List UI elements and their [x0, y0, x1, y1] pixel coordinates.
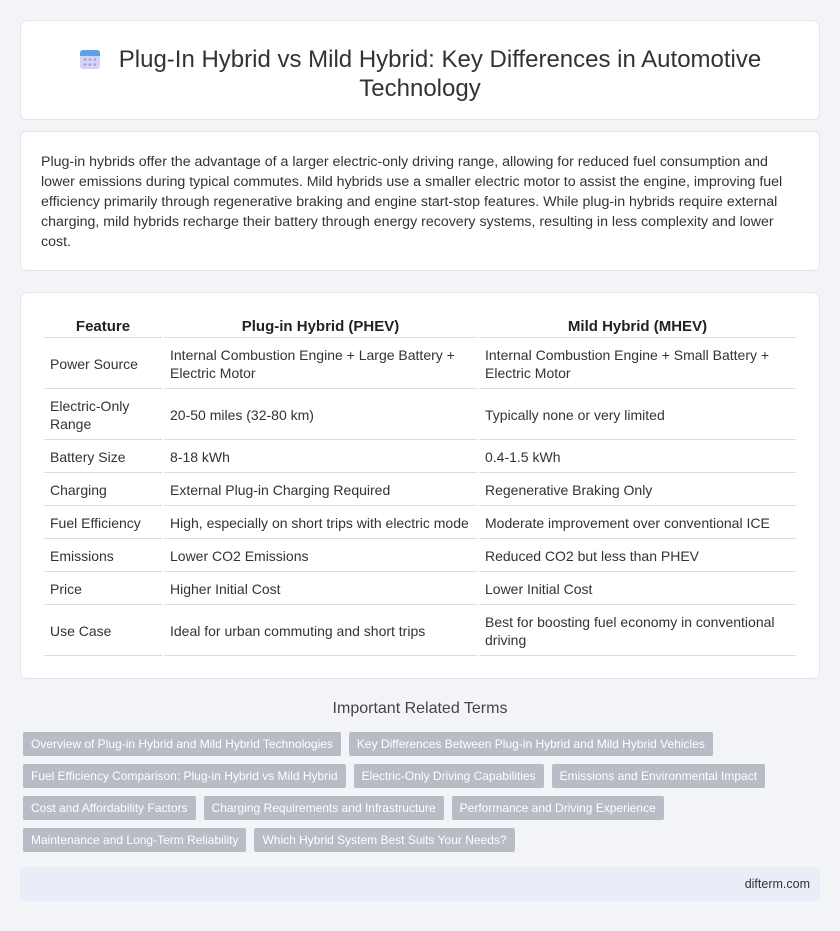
footer	[20, 867, 820, 901]
table-row	[44, 508, 796, 539]
table-cell-mhev: Typically none or very limited	[479, 391, 796, 440]
comparison-table	[42, 306, 798, 658]
table-cell-feature: Emissions	[44, 541, 162, 572]
table-cell-feature: Use Case	[44, 607, 162, 656]
intro-paragraph: Plug-in hybrids offer the advantage of a larger electric-only driving range, allowing for reduced fuel consumption and lower emissions during typical commutes. Mild hybrids use a smaller electric motor to assist the engine, improving fuel efficiency primarily through regenerative braking and engine start-stop features. While plug-in hybrids require external charging, mild hybrids recharge their battery through energy recovery systems, resulting in less complexity and lower cost.	[41, 154, 783, 250]
intro-card	[20, 131, 820, 271]
related-terms-list	[23, 732, 818, 852]
related-term-tag[interactable]: Charging Requirements and Infrastructure	[204, 796, 444, 820]
title-row	[21, 45, 819, 103]
table-header-row	[44, 308, 796, 338]
table-cell-phev: Lower CO2 Emissions	[164, 541, 477, 572]
table-cell-feature: Electric-Only Range	[44, 391, 162, 440]
calendar-icon	[79, 48, 101, 70]
table-cell-mhev: Regenerative Braking Only	[479, 475, 796, 506]
page-title: Plug-In Hybrid vs Mild Hybrid: Key Differences in Automotive Technology	[118, 46, 762, 102]
related-term-tag[interactable]: Which Hybrid System Best Suits Your Needs?	[254, 828, 514, 852]
title-card	[20, 20, 820, 120]
footer-site-link[interactable]: difterm.com	[744, 877, 810, 891]
table-row	[44, 442, 796, 473]
related-term-tag[interactable]: Maintenance and Long-Term Reliability	[23, 828, 246, 852]
table-cell-mhev: Best for boosting fuel economy in conventional driving	[479, 607, 796, 656]
table-cell-phev: External Plug-in Charging Required	[164, 475, 477, 506]
related-term-tag[interactable]: Fuel Efficiency Comparison: Plug-in Hybrid vs Mild Hybrid	[23, 764, 346, 788]
table-row	[44, 607, 796, 656]
header-feature: Feature	[44, 308, 162, 338]
table-cell-mhev: Internal Combustion Engine + Small Battery + Electric Motor	[479, 340, 796, 389]
comparison-table-card	[20, 292, 820, 679]
table-cell-mhev: Lower Initial Cost	[479, 574, 796, 605]
header-mhev: Mild Hybrid (MHEV)	[479, 308, 796, 338]
related-term-tag[interactable]: Cost and Affordability Factors	[23, 796, 196, 820]
table-cell-phev: Higher Initial Cost	[164, 574, 477, 605]
table-cell-phev: 8-18 kWh	[164, 442, 477, 473]
table-row	[44, 574, 796, 605]
table-row	[44, 391, 796, 440]
table-cell-feature: Battery Size	[44, 442, 162, 473]
table-cell-phev: High, especially on short trips with electric mode	[164, 508, 477, 539]
related-terms-title: Important Related Terms	[332, 700, 508, 717]
table-cell-feature: Charging	[44, 475, 162, 506]
table-cell-phev: Internal Combustion Engine + Large Battery + Electric Motor	[164, 340, 477, 389]
table-cell-feature: Price	[44, 574, 162, 605]
table-cell-feature: Power Source	[44, 340, 162, 389]
related-term-tag[interactable]: Electric-Only Driving Capabilities	[354, 764, 544, 788]
related-term-tag[interactable]: Key Differences Between Plug-in Hybrid and Mild Hybrid Vehicles	[349, 732, 713, 756]
table-cell-mhev: Moderate improvement over conventional ICE	[479, 508, 796, 539]
related-term-tag[interactable]: Overview of Plug-in Hybrid and Mild Hybrid Technologies	[23, 732, 341, 756]
table-cell-feature: Fuel Efficiency	[44, 508, 162, 539]
table-cell-mhev: Reduced CO2 but less than PHEV	[479, 541, 796, 572]
header-phev: Plug-in Hybrid (PHEV)	[164, 308, 477, 338]
table-cell-phev: 20-50 miles (32-80 km)	[164, 391, 477, 440]
related-term-tag[interactable]: Performance and Driving Experience	[452, 796, 664, 820]
table-row	[44, 475, 796, 506]
table-row	[44, 340, 796, 389]
related-term-tag[interactable]: Emissions and Environmental Impact	[552, 764, 765, 788]
table-row	[44, 541, 796, 572]
table-cell-mhev: 0.4-1.5 kWh	[479, 442, 796, 473]
table-cell-phev: Ideal for urban commuting and short trips	[164, 607, 477, 656]
